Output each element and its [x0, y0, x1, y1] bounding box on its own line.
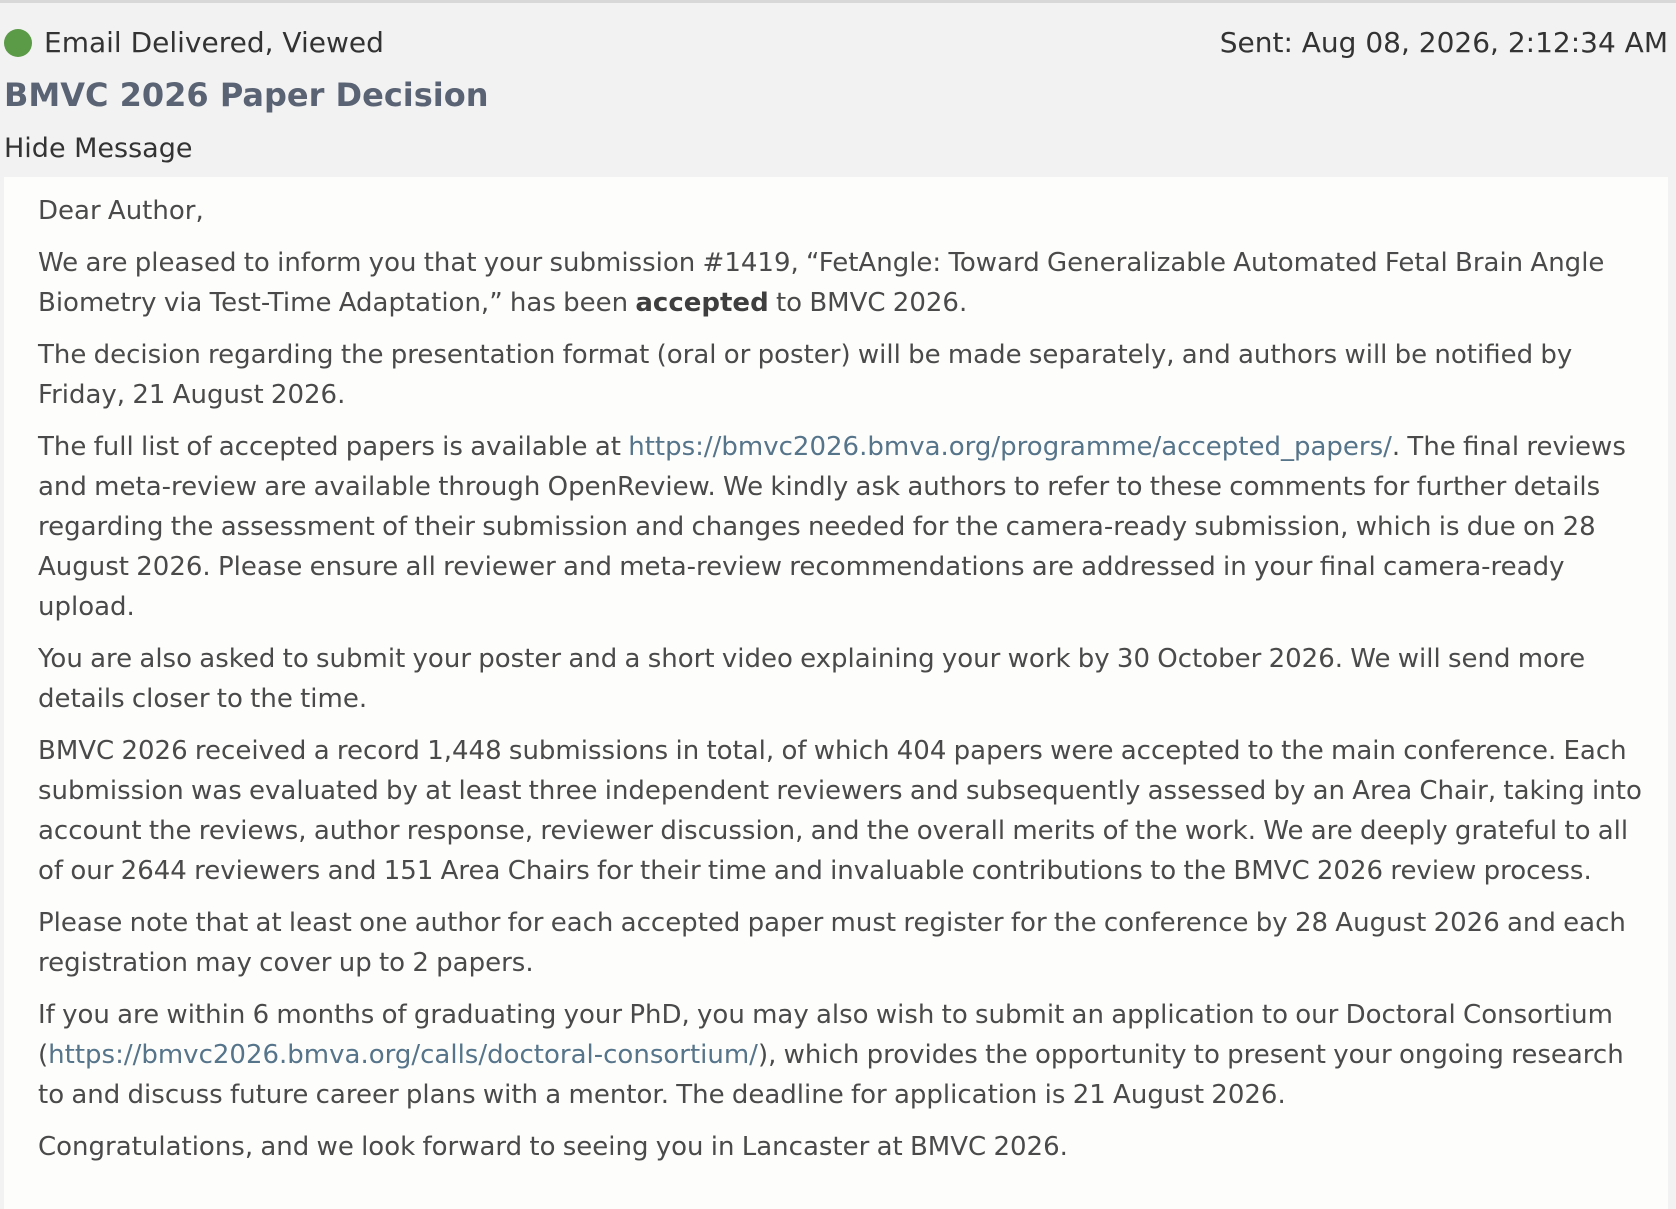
hide-message-toggle[interactable]: Hide Message [4, 133, 193, 164]
accepted-emphasis: accepted [635, 288, 769, 318]
doctoral-consortium-link[interactable]: https://bmvc2026.bmva.org/calls/doctoral-consortium/ [48, 1040, 758, 1070]
accepted-list-text-start: The full list of accepted papers is available at [38, 432, 629, 462]
email-header [0, 3, 1676, 177]
delivered-status-dot-icon [4, 29, 32, 57]
paragraph-acceptance [38, 243, 1650, 323]
message-body [4, 177, 1668, 1209]
consortium-text-start: If you are within 6 months of graduating your PhD, you may also wish to submit an application to our Doctoral Consortium ( [38, 1000, 1613, 1070]
sent-timestamp: Sent: Aug 08, 2026, 2:12:34 AM [1219, 26, 1668, 59]
paragraph-statistics: BMVC 2026 received a record 1,448 submissions in total, of which 404 papers were accepted to the main conference. Each submission was evaluated by at least three independent reviewers and subsequently assessed by an Area Chair, taking into account the reviews, author response, reviewer discussion, and the overall merits of the work. We are deeply grateful to all of our 2644 reviewers and 151 Area Chairs for their time and invaluable contributions to the BMVC 2026 review process. [38, 736, 1642, 886]
acceptance-text-end: to BMVC 2026. [768, 288, 968, 318]
greeting: Dear Author, [38, 196, 204, 226]
paragraph-presentation-format: The decision regarding the presentation format (oral or poster) will be made separately, and authors will be notified by Friday, 21 August 2026. [38, 340, 1573, 410]
accepted-papers-link[interactable]: https://bmvc2026.bmva.org/programme/accepted_papers/ [628, 432, 1392, 462]
paragraph-congratulations: Congratulations, and we look forward to seeing you in Lancaster at BMVC 2026. [38, 1132, 1068, 1162]
acceptance-text-start: We are pleased to inform you that your submission #1419, “FetAngle: Toward Generalizable Automated Fetal Brain Angle Biometry via Test-Time Adaptation,” has been [38, 248, 1605, 318]
paragraph-doctoral-consortium [38, 995, 1650, 1115]
paragraph-registration: Please note that at least one author for each accepted paper must register for the conference by 28 August 2026 and each registration may cover up to 2 papers. [38, 908, 1626, 978]
email-subject: BMVC 2026 Paper Decision [4, 76, 489, 114]
paragraph-poster-video: You are also asked to submit your poster and a short video explaining your work by 30 October 2026. We will send more details closer to the time. [38, 644, 1586, 714]
paragraph-accepted-list [38, 427, 1650, 627]
accepted-list-text-end: . The final reviews and meta-review are available through OpenReview. We kindly ask authors to refer to these comments for further details regarding the assessment of their submission and changes needed for the camera-ready submission, which is due on 28 August 2026. Please ensure all reviewer and meta-review recommendations are addressed in your final camera-ready upload. [38, 432, 1626, 622]
delivery-status-text: Email Delivered, Viewed [44, 26, 384, 59]
consortium-text-end: ), which provides the opportunity to present your ongoing research to and discuss future career plans with a mentor. The deadline for application is 21 August 2026. [38, 1040, 1624, 1110]
status-row [4, 23, 1668, 63]
